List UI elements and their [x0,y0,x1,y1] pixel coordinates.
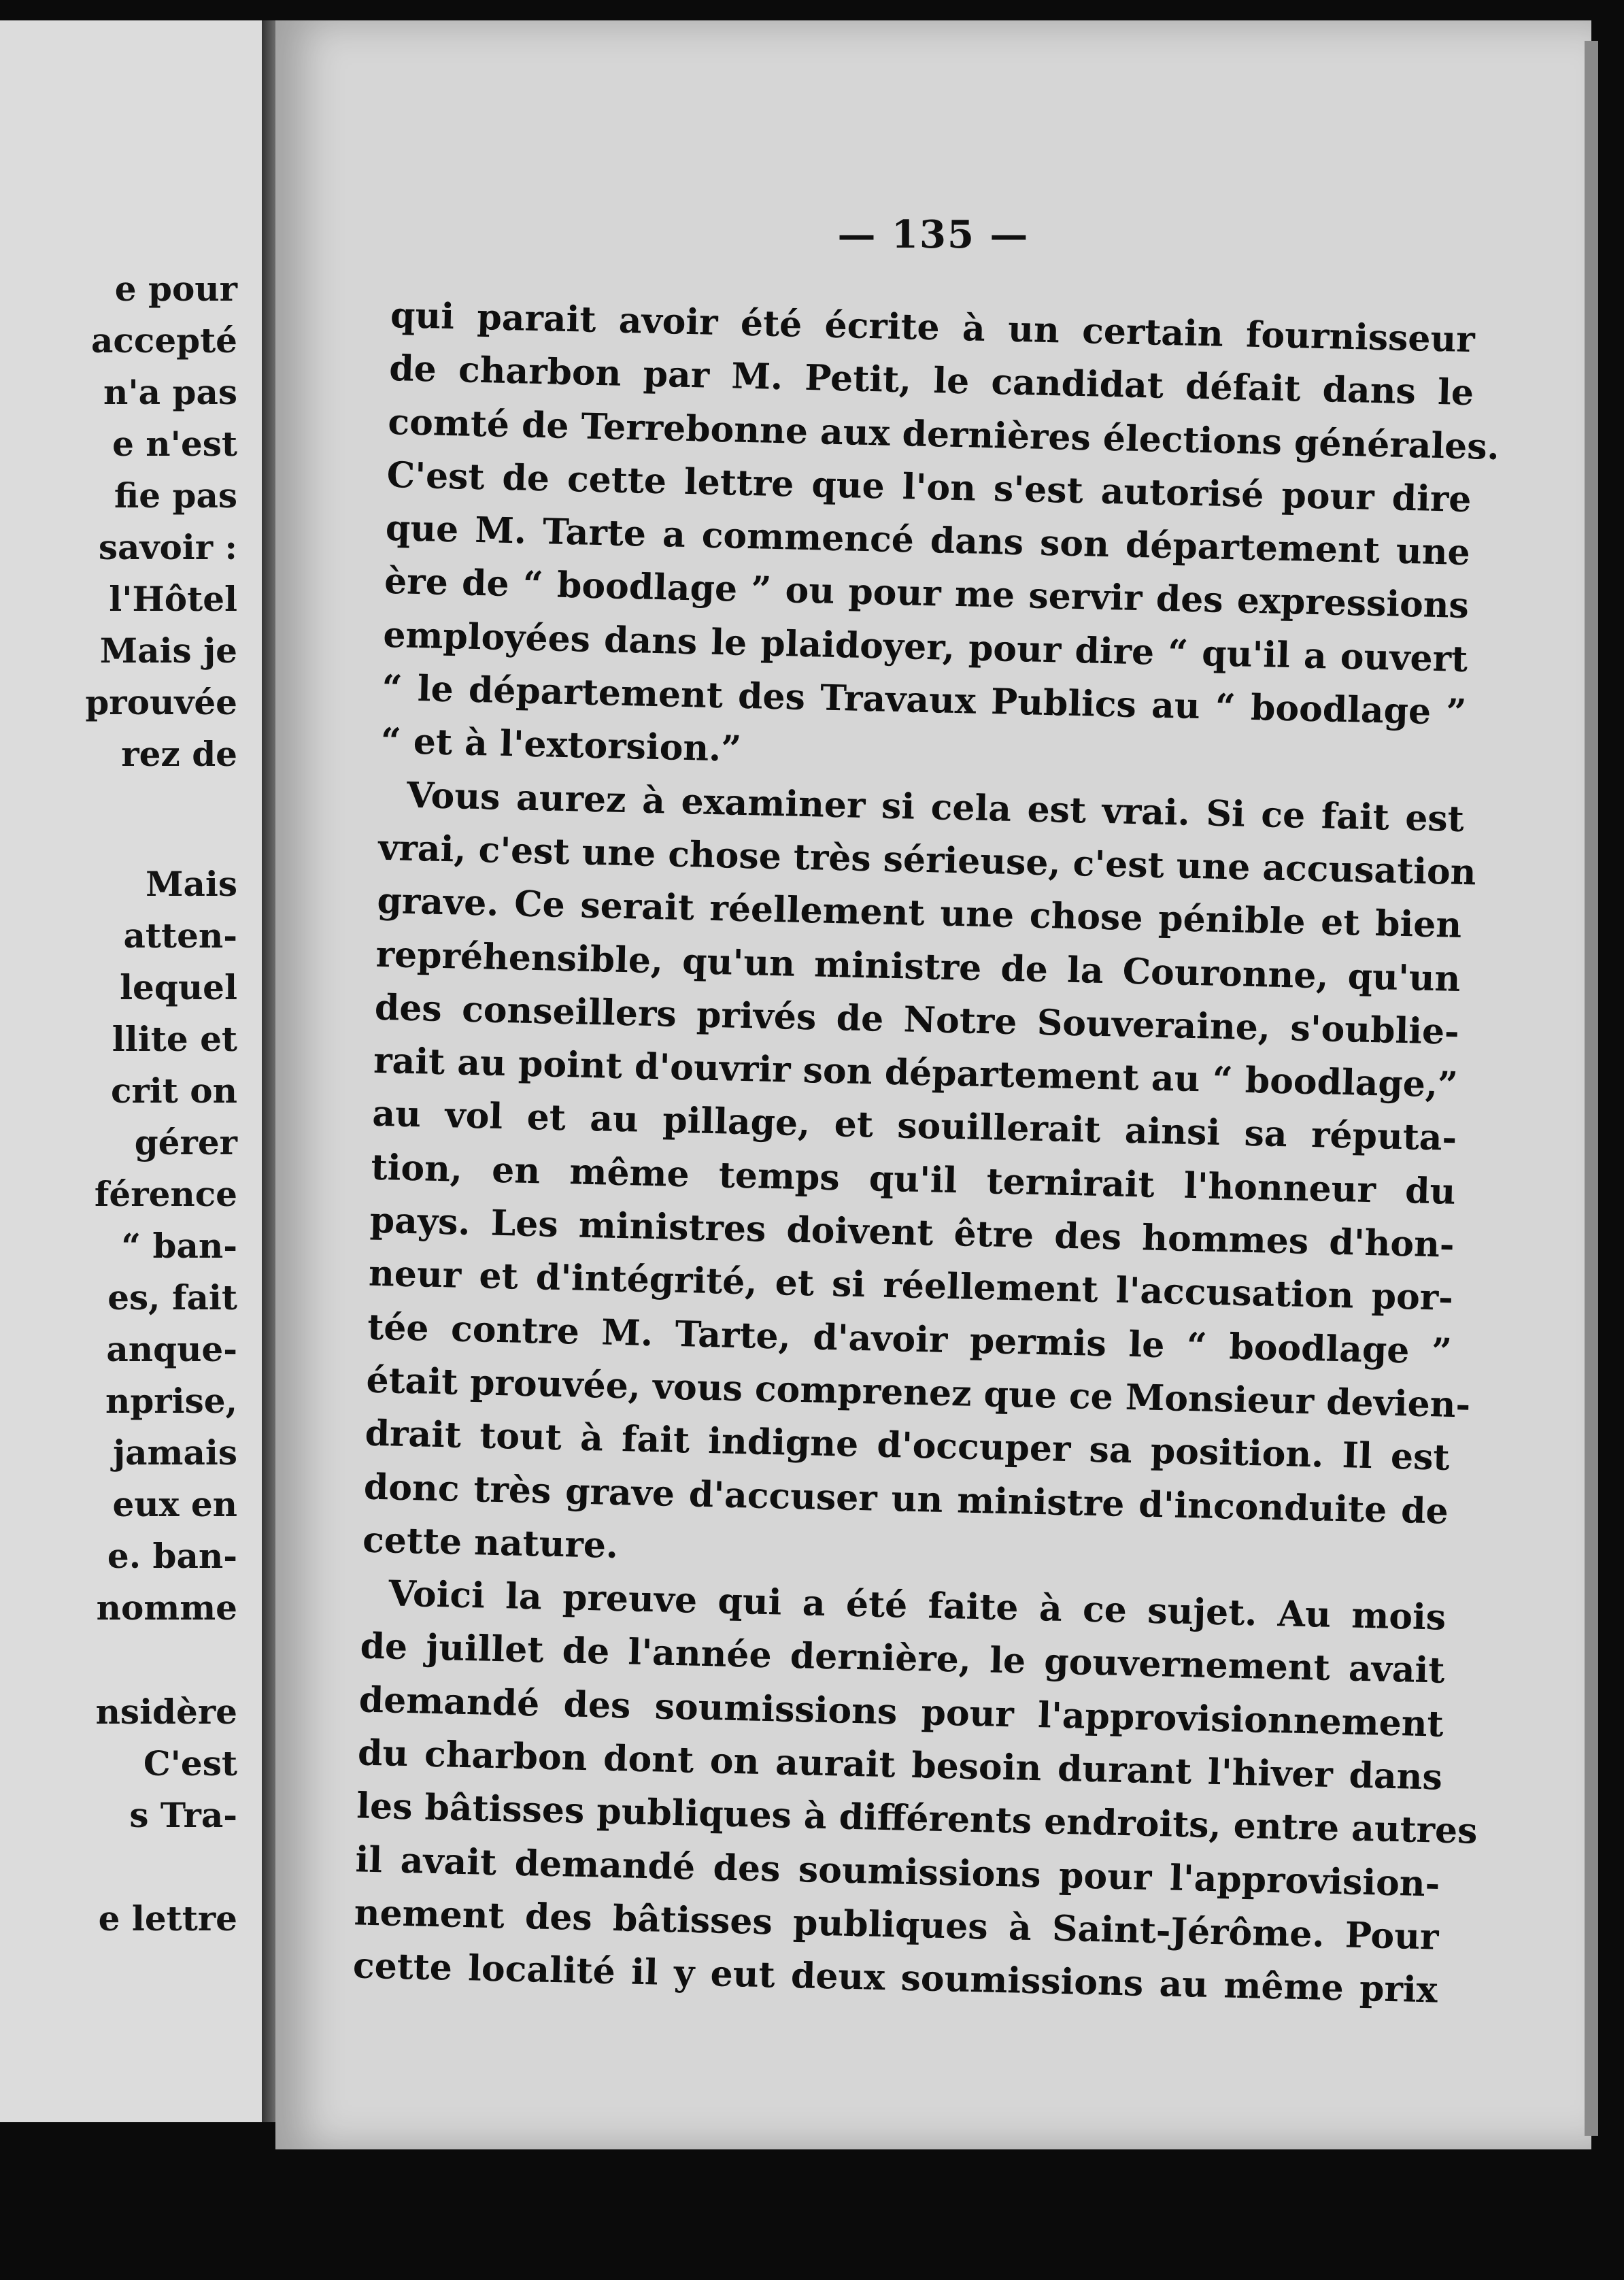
paragraph-start-line: Vous aurez à examiner si cela est vrai. Si ce fait est [406,774,1465,840]
left-line: es, fait [107,1277,237,1318]
text-line: demandé des soumissions pour l'approvisionnement [358,1679,1444,1745]
text-line: grave. Ce serait réellement une chose pénible et bien [376,880,1462,947]
left-line: C'est [143,1743,237,1783]
right-page [275,20,1591,2149]
text-line: drait tout à fait indigne d'occuper sa position. Il est [365,1412,1451,1479]
left-line: e lettre [98,1898,237,1939]
left-line: jamais [113,1432,237,1473]
left-line: crit on [111,1071,237,1111]
left-line: llite et [112,1019,237,1059]
left-line: e n'est [112,424,237,464]
text-line: au vol et au pillage, et souillerait ainsi sa réputa- [371,1093,1457,1160]
text-line: de charbon par M. Petit, le candidat défait dans le [388,348,1474,414]
left-line: eux en [112,1484,237,1524]
text-line: il avait demandé des soumissions pour l'approvision- [354,1839,1440,1905]
text-line: pays. Les ministres doivent être des hommes d'hon- [369,1199,1455,1266]
left-line: e. ban- [107,1536,237,1576]
left-line: nsidère [95,1692,237,1732]
left-line: e pour [114,269,237,309]
text-line: rait au point d'ouvrir son département au “ boodlage,” [373,1039,1459,1107]
left-line: lequel [120,967,237,1007]
left-line: nomme [96,1588,237,1628]
left-line: prouvée [85,682,237,722]
text-line: était prouvée, vous comprenez que ce Monsieur devien- [365,1359,1471,1426]
left-line: atten- [123,916,237,956]
text-line: repréhensible, qu'un ministre de la Couronne, qu'un [375,933,1461,1000]
text-line: les bâtisses publiques à différents endroits, entre autres [356,1785,1478,1853]
text-line: employées dans le plaidoyer, pour dire “ qu'il a ouvert [382,614,1468,680]
text-line: donc très grave d'accuser un ministre d'inconduite de [363,1466,1449,1532]
body-text [352,289,1500,2017]
text-line: nement des bâtisses publiques à Saint-Jérôme. Pour [354,1892,1440,1958]
left-line: Mais [146,864,237,904]
left-line: férence [94,1174,237,1214]
left-line: accepté [91,320,237,361]
left-page [0,20,266,2122]
text-line: “ et à l'extorsion.” [380,720,742,771]
paragraph-start-line: Voici la preuve qui a été faite à ce sujet. Au mois [388,1573,1447,1639]
text-line: cette localité il y eut deux soumissions au même prix [352,1945,1438,2011]
page-number: — 135 — [837,212,1030,257]
text-line: comté de Terrebonne aux dernières élections générales. [387,401,1500,468]
left-line: anque- [106,1329,237,1369]
text-line: neur et d'intégrité, et si réellement l'accusation por- [368,1252,1454,1320]
left-line: s Tra- [129,1795,237,1835]
page-edge [1585,41,1598,2136]
text-line: cette nature. [362,1519,619,1566]
left-line: n'a pas [103,372,237,412]
text-line: C'est de cette lettre que l'on s'est autorisé pour dire [386,454,1472,520]
left-line: “ ban- [121,1226,237,1266]
text-line: tée contre M. Tarte, d'avoir permis le “ boodlage ” [367,1306,1453,1373]
text-line: qui parait avoir été écrite à un certain fournisseur [390,294,1476,361]
left-line: savoir : [98,527,237,567]
text-line: vrai, c'est une chose très sérieuse, c'est une accusation [377,826,1477,894]
left-line: gérer [134,1122,237,1162]
text-line: “ le département des Travaux Publics au “ boodlage ” [382,667,1467,734]
text-line: tion, en même temps qu'il ternirait l'honneur du [371,1146,1456,1213]
left-line: Mais je [99,631,237,671]
text-line: des conseillers privés de Notre Souveraine, s'oublie- [374,986,1460,1053]
left-line: l'Hôtel [109,579,237,619]
left-line: rez de [121,734,237,774]
text-line: que M. Tarte a commencé dans son département une [385,507,1471,574]
text-line: de juillet de l'année dernière, le gouvernement avait [360,1625,1445,1692]
left-line: fie pas [114,475,237,516]
left-line: nprise, [105,1381,237,1421]
text-line: du charbon dont on aurait besoin durant l'hiver dans [357,1732,1443,1798]
text-line: ère de “ boodlage ” ou pour me servir des expressions [384,560,1470,627]
